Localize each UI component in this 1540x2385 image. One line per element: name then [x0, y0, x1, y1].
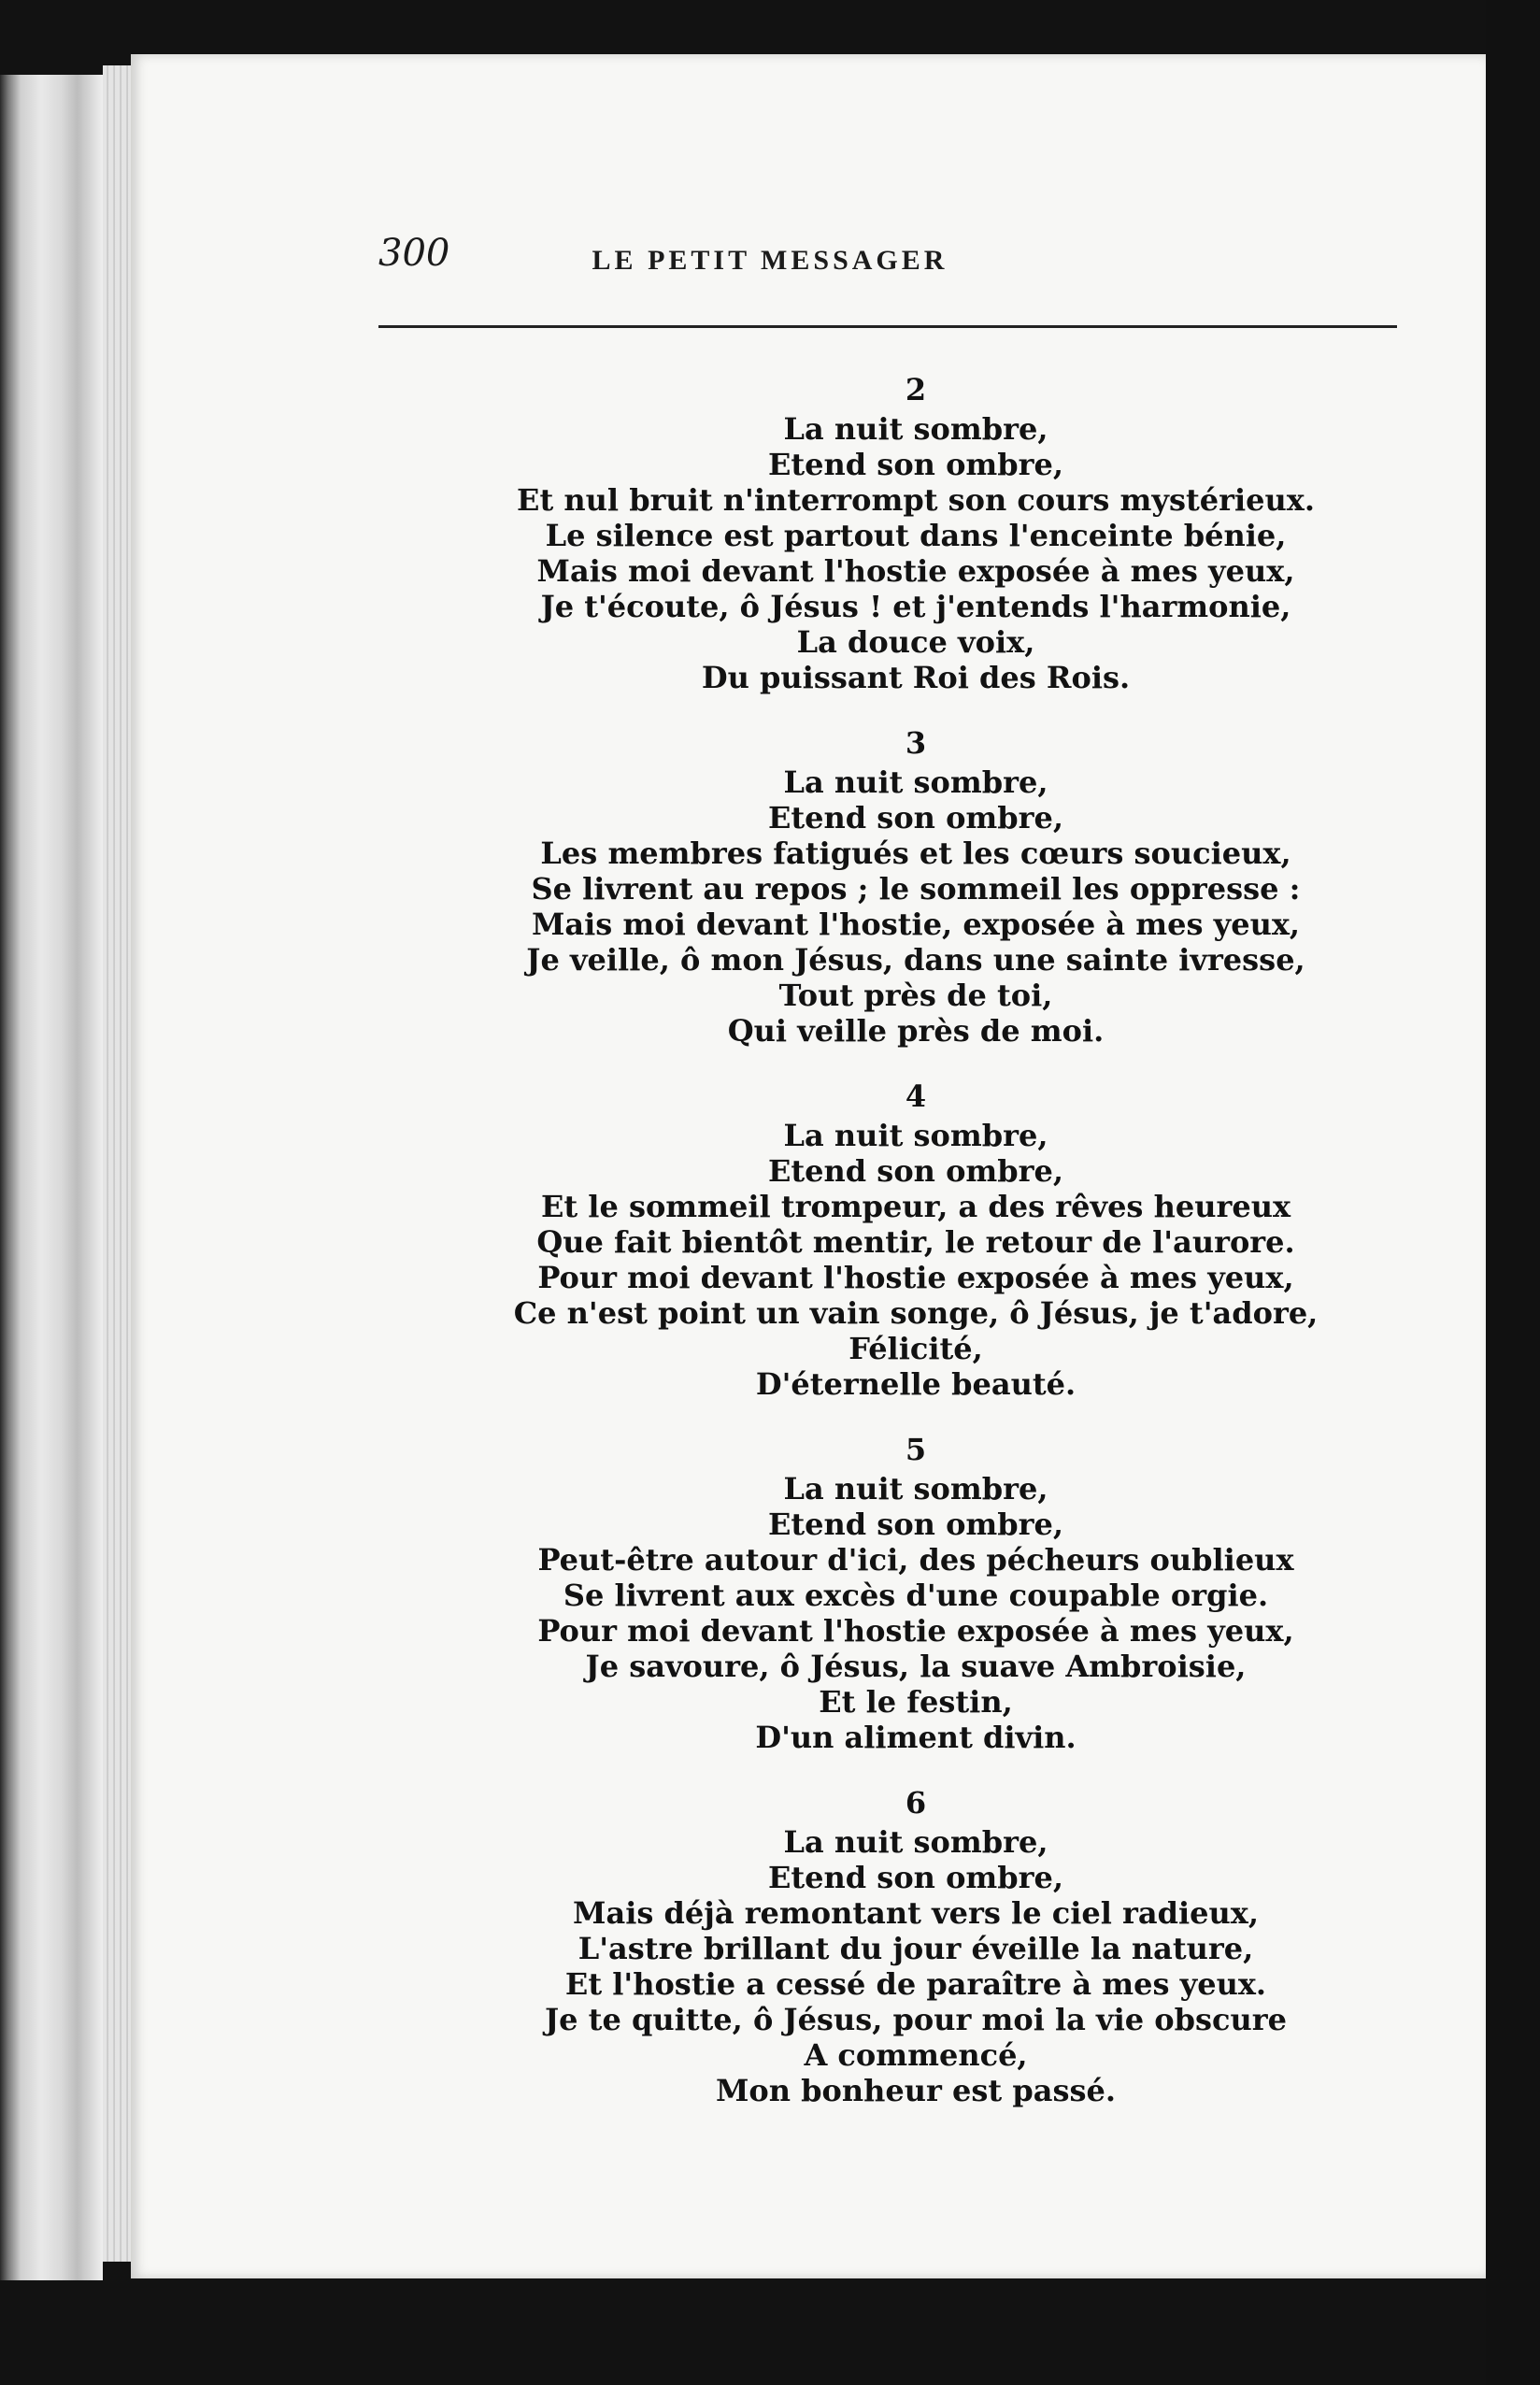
scan-right-border: [1486, 0, 1540, 2385]
poem-body: [439, 372, 1392, 2138]
verse-line: Ce n'est point un vain songe, ô Jésus, je t'adore,: [513, 1295, 1319, 1331]
verse-line: Le silence est partout dans l'enceinte bénie,: [545, 518, 1287, 553]
verse-line: Peut-être autour d'ici, des pécheurs oublieux: [537, 1542, 1294, 1578]
stanza: [439, 1785, 1392, 2108]
verse-line: Félicité,: [848, 1331, 983, 1366]
verse-line: Pour moi devant l'hostie exposée à mes yeux,: [537, 1613, 1294, 1649]
stanza-number: 3: [905, 725, 927, 761]
verse-line: Etend son ombre,: [767, 1507, 1063, 1542]
verse-line: La nuit sombre,: [783, 1824, 1048, 1860]
verse-line: La nuit sombre,: [783, 1471, 1048, 1507]
verse-line: Les membres fatigués et les cœurs soucieux,: [540, 835, 1291, 871]
verse-line: Etend son ombre,: [767, 1860, 1063, 1895]
verse-line: Se livrent aux excès d'une coupable orgie.: [563, 1578, 1269, 1613]
stanza: [439, 1078, 1392, 1402]
verse-line: Qui veille près de moi.: [727, 1013, 1105, 1049]
verse-line: Et le festin,: [819, 1684, 1013, 1720]
stanza: [439, 1432, 1392, 1755]
verse-line: L'astre brillant du jour éveille la nature,: [578, 1931, 1254, 1966]
verse-line: D'un aliment divin.: [755, 1720, 1077, 1755]
verse-line: A commencé,: [804, 2037, 1028, 2073]
verse-line: La nuit sombre,: [783, 764, 1048, 800]
verse-line: Je te quitte, ô Jésus, pour moi la vie obscure: [545, 2002, 1287, 2037]
stanza: [439, 372, 1392, 695]
book-spine-edge: [0, 75, 103, 2280]
running-title: LE PETIT MESSAGER: [592, 245, 948, 276]
stanza: [439, 725, 1392, 1049]
verse-line: Et nul bruit n'interrompt son cours mystérieux.: [517, 482, 1315, 518]
verse-line: La douce voix,: [796, 624, 1035, 660]
stanza-number: 2: [905, 372, 927, 407]
verse-line: Je t'écoute, ô Jésus ! et j'entends l'harmonie,: [540, 589, 1291, 624]
page-number: 300: [378, 232, 450, 275]
verse-line: La nuit sombre,: [783, 411, 1048, 447]
header-rule: [378, 325, 1397, 328]
stanza-number: 4: [905, 1078, 927, 1114]
verse-line: Etend son ombre,: [767, 800, 1063, 835]
verse-line: Et le sommeil trompeur, a des rêves heureux: [540, 1189, 1291, 1224]
verse-line: Pour moi devant l'hostie exposée à mes yeux,: [537, 1260, 1294, 1295]
verse-line: Mais moi devant l'hostie exposée à mes yeux,: [536, 553, 1295, 589]
stanza-number: 6: [905, 1785, 927, 1821]
verse-line: Je veille, ô mon Jésus, dans une sainte ivresse,: [526, 942, 1305, 978]
verse-line: La nuit sombre,: [783, 1118, 1048, 1153]
verse-line: D'éternelle beauté.: [755, 1366, 1077, 1402]
verse-line: Etend son ombre,: [767, 1153, 1063, 1189]
verse-line: Etend son ombre,: [767, 447, 1063, 482]
verse-line: Se livrent au repos ; le sommeil les oppresse :: [531, 871, 1301, 907]
verse-line: Je savoure, ô Jésus, la suave Ambroisie,: [585, 1649, 1247, 1684]
verse-line: Que fait bientôt mentir, le retour de l'aurore.: [536, 1224, 1295, 1260]
verse-line: Mais déjà remontant vers le ciel radieux,: [573, 1895, 1259, 1931]
verse-line: Mais moi devant l'hostie, exposée à mes yeux,: [531, 907, 1301, 942]
verse-line: Du puissant Roi des Rois.: [701, 660, 1131, 695]
stanza-number: 5: [905, 1432, 927, 1467]
verse-line: Mon bonheur est passé.: [716, 2073, 1116, 2108]
verse-line: Et l'hostie a cessé de paraître à mes yeux.: [564, 1966, 1267, 2002]
verse-line: Tout près de toi,: [778, 978, 1053, 1013]
